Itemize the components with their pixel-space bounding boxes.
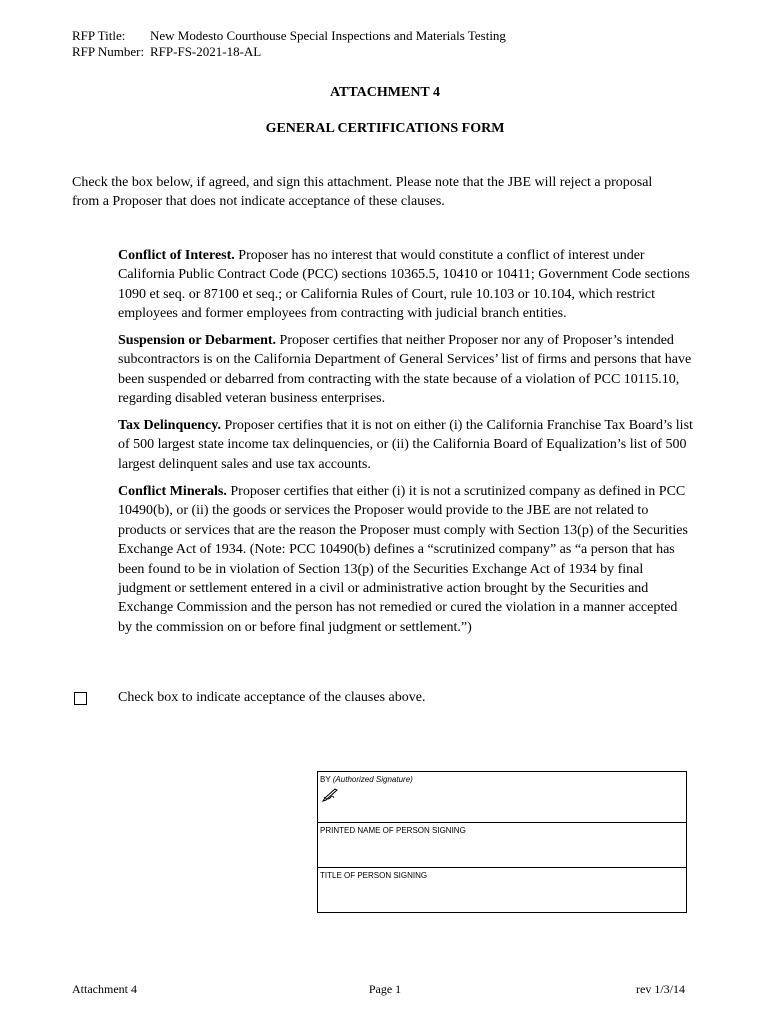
by-hint: (Authorized Signature) — [332, 775, 413, 784]
clause-suspension-debarment — [118, 331, 693, 409]
clause-text: Proposer has no interest that would constitute a conflict of interest under California Public Contract Code (PCC) sections 10365.5, 10410 or 10411; Government Code sections 1090 et seq. or 87100 et seq.; or California Rules of Court, rule 10.103 or 10.104, which restrict employees and former employees from contracting with judicial branch entities. — [118, 248, 690, 322]
rfp-title-value: New Modesto Courthouse Special Inspections and Materials Testing — [150, 28, 506, 43]
signature-label — [320, 775, 413, 784]
rfp-number-label: RFP Number: — [72, 44, 145, 59]
signature-field[interactable] — [342, 800, 682, 820]
clause-text: Proposer certifies that either (i) it is not a scrutinized company as defined in PCC 10490(b), or (ii) the goods or services the Proposer would provide to the JBE are not related to products or services that are the reason the Proposer must comply with Section 13(p) of the Securities Exchange Act of 1934. (Note: PCC 10490(b) defines a “scrutinized company” as “a person that has been found to be in violation of Section 13(p) of the Securities Exchange Act of 1934 by final judgment or settlement entered in a civil or administrative action brought by the Securities and Exchange Commission and the person has not remedied or cured the violation in a manner accepted by the commission on or before final judgment or settlement.”) — [118, 484, 688, 635]
printed-name-label: PRINTED NAME OF PERSON SIGNING — [320, 826, 466, 835]
clause-heading: Suspension or Debarment. — [118, 333, 277, 348]
printed-name-row — [318, 823, 686, 868]
clause-conflict-of-interest — [118, 246, 693, 324]
footer-revision: rev 1/3/14 — [636, 982, 685, 996]
acceptance-checkbox[interactable] — [74, 692, 87, 705]
title-row — [318, 868, 686, 912]
rfp-number-line — [72, 44, 261, 60]
rfp-title-label: RFP Title: — [72, 28, 126, 43]
form-title: GENERAL CERTIFICATIONS FORM — [265, 121, 505, 136]
rfp-title-line — [72, 28, 506, 44]
by-label: BY — [320, 775, 331, 784]
attachment-title: ATTACHMENT 4 — [329, 85, 441, 100]
clause-conflict-minerals — [118, 482, 693, 637]
clause-heading: Conflict of Interest. — [118, 248, 235, 263]
printed-name-field[interactable] — [322, 845, 682, 865]
clause-heading: Tax Delinquency. — [118, 418, 221, 433]
intro-paragraph: Check the box below, if agreed, and sign this attachment. Please note that the JBE will reject a proposal from a Proposer that does not indicate acceptance of these clauses. — [72, 175, 653, 209]
footer-page-number: Page 1 — [368, 982, 402, 996]
title-label: TITLE OF PERSON SIGNING — [320, 871, 428, 880]
clause-tax-delinquency — [118, 416, 693, 474]
clause-text: Proposer certifies that neither Proposer nor any of Proposer’s intended subcontractors is on the California Department of General Services’ list of firms and persons that have been suspended or debarred from contracting with the state because of a violation of PCC 10115.10, regarding disabled veteran business enterprises. — [118, 333, 692, 407]
signature-block — [317, 771, 687, 913]
footer-attachment: Attachment 4 — [72, 982, 137, 996]
clause-text: Proposer certifies that it is not on either (i) the California Franchise Tax Board’s list of 500 largest state income tax delinquencies, or (ii) the California Board of Equalization’s list of 500 largest delinquent sales and use tax accounts. — [118, 418, 693, 472]
pen-signature-icon — [322, 788, 340, 802]
clause-heading: Conflict Minerals. — [118, 484, 227, 499]
rfp-number-value: RFP-FS-2021-18-AL — [150, 44, 262, 59]
acceptance-label: Check box to indicate acceptance of the clauses above. — [118, 690, 426, 705]
title-field[interactable] — [322, 890, 682, 910]
signature-row — [318, 772, 686, 823]
